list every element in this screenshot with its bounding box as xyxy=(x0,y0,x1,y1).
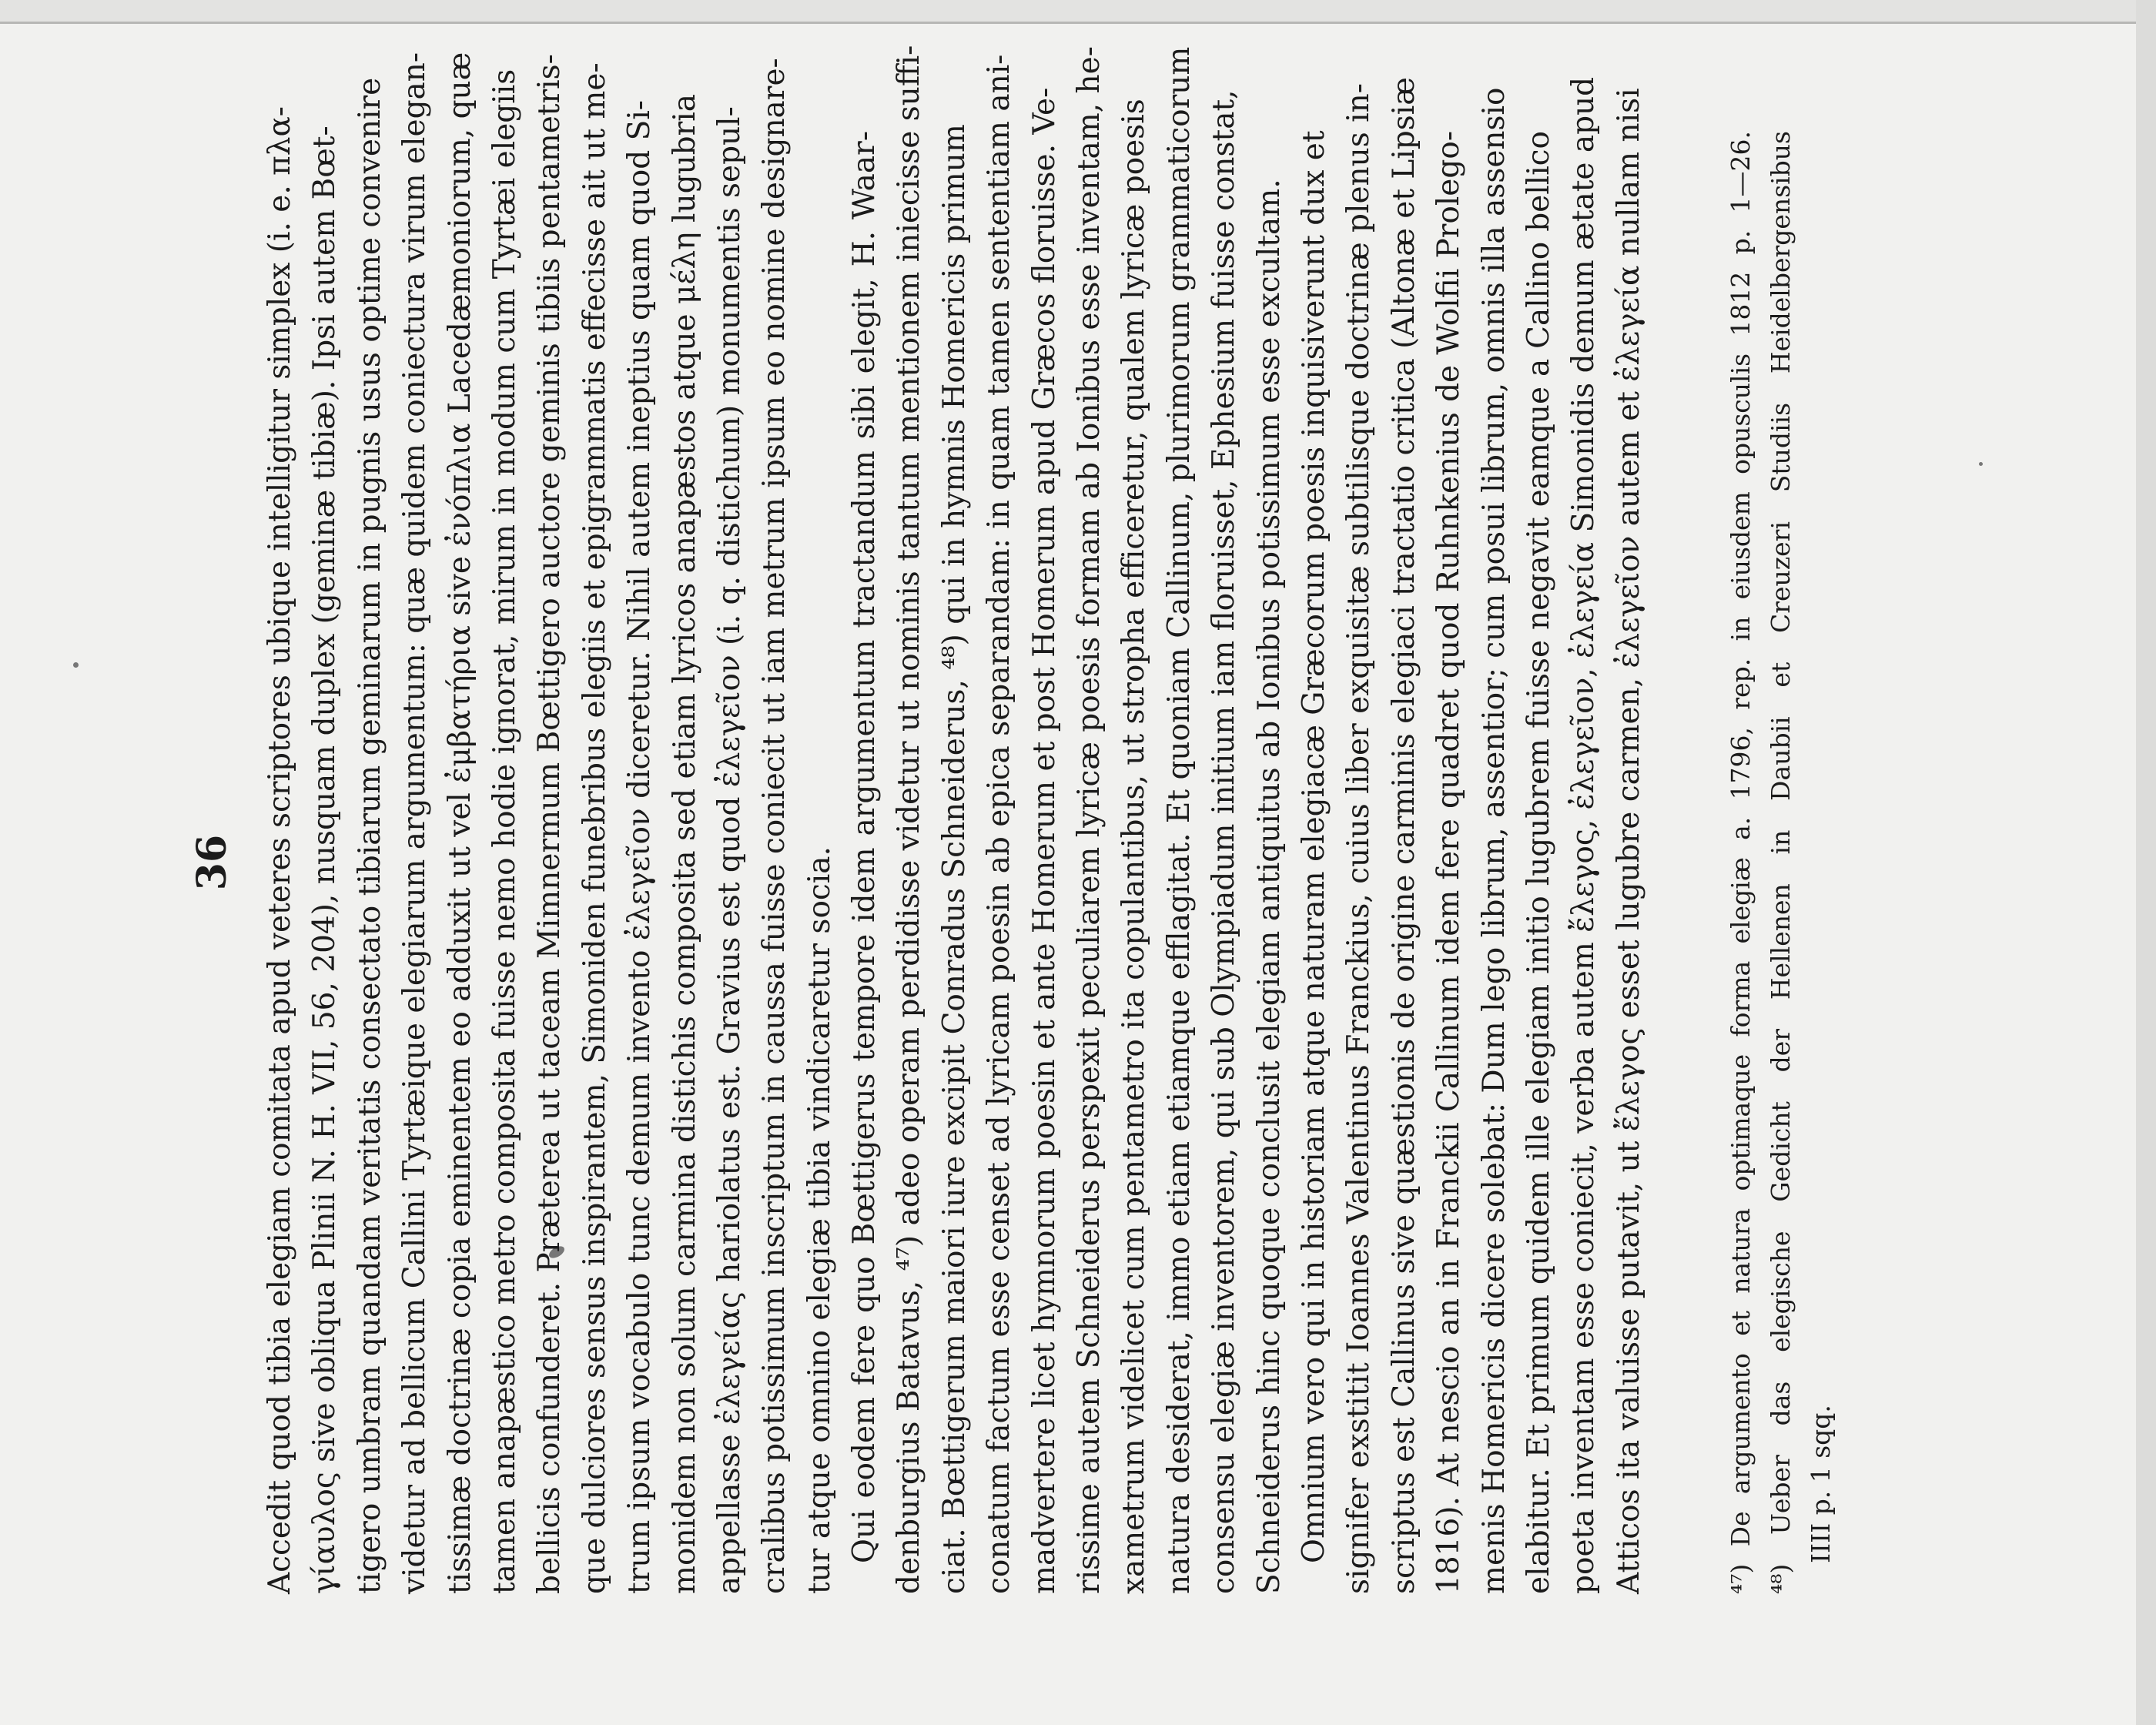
rotated-page xyxy=(189,45,2075,1617)
scan-top-edge xyxy=(0,0,2156,24)
text-line: tissimæ doctrinæ copia eminentem eo adduxit ut vel ἐμβατήρια sive ἐνόπλια Lacedæmoniorum, quæ xyxy=(442,52,477,1594)
text-line: rissime autem Schneiderus perspexit peculiarem lyricæ poesis formam ab Ionibus esse inventam, he- xyxy=(1072,46,1107,1594)
text-line: tamen anapæstico metro composita fuisse nemo hodie ignorat, mirum in modum cum Tyrtæi elegiis xyxy=(487,69,522,1594)
footnote-47: ⁴⁷) De argumento et natura optimaque forma elegiæ a. 1796, rep. in eiusdem opusculis 1812 p. 1—26. xyxy=(1726,131,1756,1594)
text-line: tigero umbram quandam veritatis consectato tibiarum geminarum in pugnis usus optime convenire xyxy=(352,77,387,1594)
text-line: γίαυλος sive obliqua Plinii N. H. VII, 56, 204), nusquam duplex (geminæ tibiæ). Ipsi autem Bœt- xyxy=(307,126,343,1594)
text-line: bellicis confunderet. Præterea ut taceam Mimnermum Bœttigero auctore geminis tibiis pentametris- xyxy=(532,54,567,1594)
paragraph-start-line: Omnium vero qui in historiam atque naturam elegiacæ Græcorum poesis inquisiverunt dux et xyxy=(1296,130,1331,1563)
text-line: poeta inventam esse coniecit, verba autem ἔλεγος, ἐλεγεῖον, ἐλεγεία Simonidis demum ætate apud xyxy=(1566,76,1602,1594)
footnotes xyxy=(1721,131,1841,1594)
text-line: Atticos ita valuisse putavit, ut ἔλεγος esset lugubre carmen, ἐλεγεῖον autem et ἐλεγεία nullam nisi xyxy=(1611,88,1646,1594)
text-line: scriptus est Callinus sive quæstionis de origine carminis elegiaci tractatio critica (Altonæ et Lipsiæ xyxy=(1386,77,1421,1594)
text-line: videtur ad bellicum Callini Tyrtæique elegiarum argumentum: quæ quidem coniectura virum elegan- xyxy=(397,52,433,1594)
footnote-48: ⁴⁸) Ueber das elegische Gedicht der Hellenen in Daubii et Creuzeri Studiis Heidelbergensibus xyxy=(1766,131,1796,1594)
text-line: cralibus potissimum inscriptum in caussa fuisse coniecit ut iam metrum ipsum eo nomine designare- xyxy=(757,58,792,1594)
text-line: appellasse ἐλεγείας hariolatus est. Gravius est quod ἐλεγεῖον (i. q. distichum) monumentis sepul- xyxy=(711,106,747,1594)
text-line: menis Homericis dicere solebat: Dum lego librum, assentior; cum posui librum, omnis illa assensio xyxy=(1476,87,1512,1594)
dust-speck xyxy=(73,662,79,668)
text-line: conatum factum esse censet ad lyricam poesin ab epica separandam: in quam tamen sententiam ani- xyxy=(982,54,1017,1594)
text-line: denburgius Batavus, ⁴⁷) adeo operam perdidisse videtur ut nominis tantum mentionem iniecisse suffi- xyxy=(892,45,927,1594)
text-line: 1816). At nescio an in Franckii Callinum idem fere quadret quod Ruhnkenius de Wolfii Prolego- xyxy=(1431,131,1467,1594)
footnote-48-continuation: IIII p. 1 sqq. xyxy=(1806,1405,1836,1563)
text-line: consensu elegiæ inventorem, qui sub Olympiadum initium iam floruisset, Ephesium fuisse constat, xyxy=(1207,89,1242,1594)
text-line: natura desiderat, immo etiam etiamque efflagitat. Et quoniam Callinum, plurimorum grammaticorum xyxy=(1161,46,1197,1594)
paragraph-end-line: tur atque omnino elegiæ tibia vindicaretur socia. xyxy=(802,846,837,1594)
page-number: 36 xyxy=(189,834,236,891)
scan-right-edge xyxy=(2136,0,2156,1725)
text-line: xametrum videlicet cum pentametro ita copulantibus, ut stropha efficeretur, qualem lyricæ poesis xyxy=(1116,99,1152,1594)
paragraph-start-line: Qui eodem fere quo Bœttigerus tempore idem argumentum tractandum sibi elegit, H. Waar- xyxy=(847,131,882,1563)
text-line: ciat. Bœttigerum maiori iure excipit Conradus Schneiderus, ⁴⁸) qui in hymnis Homericis primum xyxy=(936,124,972,1594)
text-line: que dulciores sensus inspirantem, Simoniden funebribus elegiis et epigrammatis effecisse ait ut me- xyxy=(577,62,612,1594)
text-line: signifer exstitit Ioannes Valentinus Franckius, cuius liber exquisitæ subtilisque doctrinæ plenus in- xyxy=(1341,83,1377,1594)
body-text xyxy=(258,45,1652,1594)
text-line: monidem non solum carmina distichis composita sed etiam lyricos anapæstos atque μέλη lugubria xyxy=(667,93,702,1594)
text-line: trum ipsum vocabulo tunc demum invento ἐλεγεῖον diceretur. Nihil autem ineptius quam quod Si- xyxy=(622,100,658,1594)
paragraph-end-line: Schneiderus hinc quoque conclusit elegiam antiquitus ab Ionibus potissimum esse excultam. xyxy=(1251,179,1287,1594)
text-line: madvertere licet hymnorum poesin et ante Homerum et post Homerum apud Græcos floruisse. Ve- xyxy=(1026,87,1062,1594)
text-line: Accedit quod tibia elegiam comitata apud veteres scriptores ubique intelligitur simplex (i. e. πλα- xyxy=(263,106,297,1594)
text-line: elabitur. Et primum quidem ille elegiam initio lugubrem fuisse negavit eamque a Callino bellico xyxy=(1521,131,1556,1594)
